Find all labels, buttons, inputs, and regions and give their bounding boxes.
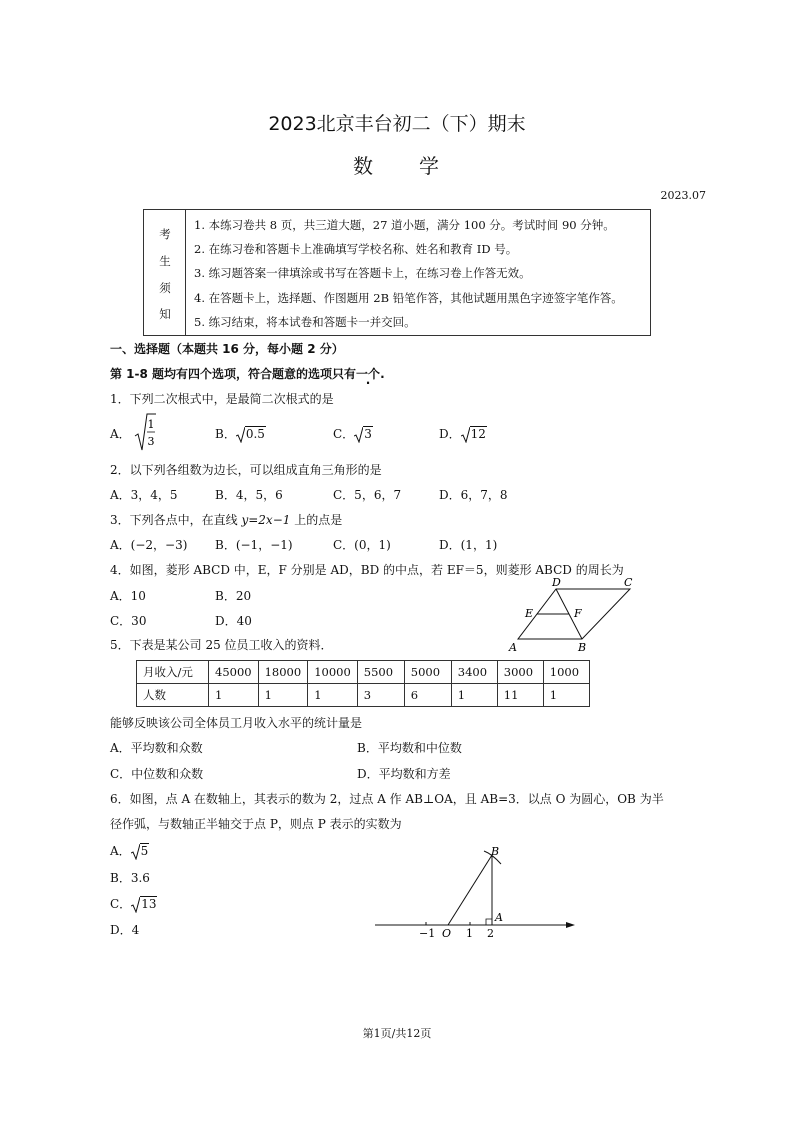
income-table (136, 660, 590, 707)
table-cell: 45000 (209, 661, 259, 684)
question-6-stem-line1: 6．如图，点 A 在数轴上，其表示的数为 2，过点 A 作 AB⊥OA，且 AB=3．以点 O 为圆心，OB 为半 (110, 792, 664, 806)
axis-label: −1 (419, 927, 436, 940)
point-label-f: F (574, 607, 582, 620)
sqrt-expression (354, 427, 373, 441)
table-cell: 1 (451, 684, 497, 707)
section-heading: 一、选择题（本题共 16 分，每小题 2 分） (110, 342, 344, 356)
table-cell: 6 (404, 684, 451, 707)
q5-option-b: B．平均数和中位数 (357, 741, 462, 755)
option-label: C． (333, 427, 355, 441)
sqrt-expression (131, 897, 157, 911)
q1-a-numerator: 1 (147, 418, 155, 431)
point-label-a: A (495, 911, 503, 924)
q6-option-c (110, 895, 157, 912)
q3-equation: y=2x−1 (241, 513, 291, 527)
point-label-c: C (624, 576, 633, 589)
q6-option-b (110, 869, 150, 886)
option-label: B． (110, 871, 131, 885)
q1-option-a (110, 425, 131, 442)
q2-option-c: C．5，6，7 (333, 488, 402, 502)
q1-option-c (333, 425, 373, 442)
radicand: 12 (470, 427, 486, 441)
notice-side-char: 生 (159, 254, 171, 268)
axis-label: 2 (487, 927, 494, 940)
instruction-prefix: 第 1-8 题均有四个选项，符合题意的选项只有 (110, 367, 357, 381)
table-cell: 1 (308, 684, 358, 707)
table-cell: 3000 (497, 661, 543, 684)
notice-line: 1. 本练习卷共 8 页，共三道大题，27 道小题，满分 100 分。考试时间 90 分钟。 (194, 218, 615, 232)
q3-stem-suffix: 上的点是 (290, 513, 343, 527)
right-angle-mark (486, 919, 492, 925)
notice-line: 5. 练习结束，将本试卷和答题卡一并交回。 (194, 315, 416, 329)
option-label: D． (439, 427, 461, 441)
option-value: 4 (131, 923, 140, 937)
notice-side-char: 考 (159, 227, 171, 241)
radicand: 5 (140, 844, 149, 858)
question-6-stem-line2: 径作弧，与数轴正半轴交于点 P，则点 P 表示的实数为 (110, 817, 402, 831)
question-2-stem: 2．以下列各组数为边长，可以组成直角三角形的是 (110, 463, 382, 477)
table-cell: 人数 (137, 684, 209, 707)
table-cell: 18000 (258, 661, 308, 684)
radicand: 0.5 (245, 427, 265, 441)
sqrt-expression (461, 427, 487, 441)
table-row (137, 661, 590, 684)
table-cell: 1 (209, 684, 259, 707)
notice-box (143, 209, 651, 336)
axis-label: 1 (466, 927, 473, 940)
q5-option-d: D．平均数和方差 (357, 767, 451, 781)
table-cell: 3400 (451, 661, 497, 684)
point-label-b: B (578, 641, 587, 654)
point-label-e: E (525, 607, 534, 620)
question-1-stem: 1．下列二次根式中，是最简二次根式的是 (110, 392, 334, 406)
rhombus-figure (504, 574, 639, 654)
table-cell: 10000 (308, 661, 358, 684)
section-instruction (110, 365, 385, 382)
option-label: A． (110, 844, 131, 858)
question-5-prompt: 能够反映该公司全体员工月收入水平的统计量是 (110, 716, 363, 730)
radicand: 3 (364, 427, 372, 441)
question-4-stem: 4．如图，菱形 ABCD 中，E，F 分别是 AD，BD 的中点，若 EF＝5，则菱形 ABCD 的周长为 (110, 563, 624, 577)
q2-option-b: B．4，5，6 (215, 488, 283, 502)
notice-side-char: 须 (159, 281, 171, 295)
sqrt-expression (236, 427, 266, 441)
point-label-d: D (552, 576, 561, 589)
axis-arrow (566, 922, 575, 928)
table-cell: 5500 (357, 661, 404, 684)
subject-title: 数 学 (353, 154, 441, 178)
number-line-figure (370, 840, 580, 945)
option-value: 3.6 (130, 871, 150, 885)
sqrt-expression (131, 844, 150, 858)
notice-line: 4. 在答题卡上，选择题、作图题用 2B 铅笔作答，其他试题用黑色字迹签字笔作答。 (194, 291, 623, 305)
q3-option-c: C．(0，1) (333, 538, 391, 552)
q3-option-a: A．(−2，−3) (110, 538, 188, 552)
axis-label-origin: O (442, 927, 452, 940)
option-label: C． (110, 897, 132, 911)
q5-option-c: C．中位数和众数 (110, 767, 204, 781)
radicand: 13 (141, 897, 157, 911)
q3-option-b: B．(−1，−1) (215, 538, 293, 552)
q1-option-b (215, 425, 266, 442)
page-number: 第1页/共12页 (362, 1027, 432, 1040)
q4-option-c: C．30 (110, 614, 147, 628)
question-3-stem (110, 511, 342, 528)
table-cell: 1 (258, 684, 308, 707)
q2-option-d: D．6，7，8 (439, 488, 508, 502)
table-cell: 3 (357, 684, 404, 707)
q1-a-denominator: 3 (147, 435, 155, 448)
instruction-emphasis: 一个 (356, 367, 381, 381)
q3-option-d: D．(1，1) (439, 538, 498, 552)
point-label-b: B (491, 845, 500, 858)
q6-option-d (110, 921, 139, 938)
table-cell: 11 (497, 684, 543, 707)
notice-line: 3. 练习题答案一律填涂或书写在答题卡上，在练习卷上作答无效。 (194, 266, 531, 280)
q1-option-a-expression (134, 412, 156, 452)
exam-date: 2023.07 (660, 189, 706, 202)
option-label: D． (110, 923, 132, 937)
page-title: 2023北京丰台初二（下）期末 (268, 113, 526, 135)
q2-option-a: A．3，4，5 (110, 488, 178, 502)
instruction-suffix: . (380, 367, 385, 381)
point-label-a: A (509, 641, 517, 654)
option-label: A． (110, 427, 131, 441)
question-5-stem: 5．下表是某公司 25 位员工收入的资料． (110, 638, 333, 652)
table-row (137, 684, 590, 707)
table-cell: 月收入/元 (137, 661, 209, 684)
notice-side-label (144, 210, 186, 335)
q6-option-a (110, 842, 149, 859)
q4-option-b: B．20 (215, 589, 252, 603)
notice-line: 2. 在练习卷和答题卡上准确填写学校名称、姓名和教育 ID 号。 (194, 242, 518, 256)
q4-option-a: A．10 (110, 589, 146, 603)
q5-option-a: A．平均数和众数 (110, 741, 203, 755)
table-cell: 1 (543, 684, 589, 707)
segment-ob (448, 855, 492, 925)
table-cell: 1000 (543, 661, 589, 684)
q4-option-d: D．40 (215, 614, 252, 628)
table-cell: 5000 (404, 661, 451, 684)
q3-stem-prefix: 3．下列各点中，在直线 (110, 513, 242, 527)
option-label: B． (215, 427, 236, 441)
notice-side-char: 知 (159, 307, 171, 321)
q1-option-d (439, 425, 487, 442)
